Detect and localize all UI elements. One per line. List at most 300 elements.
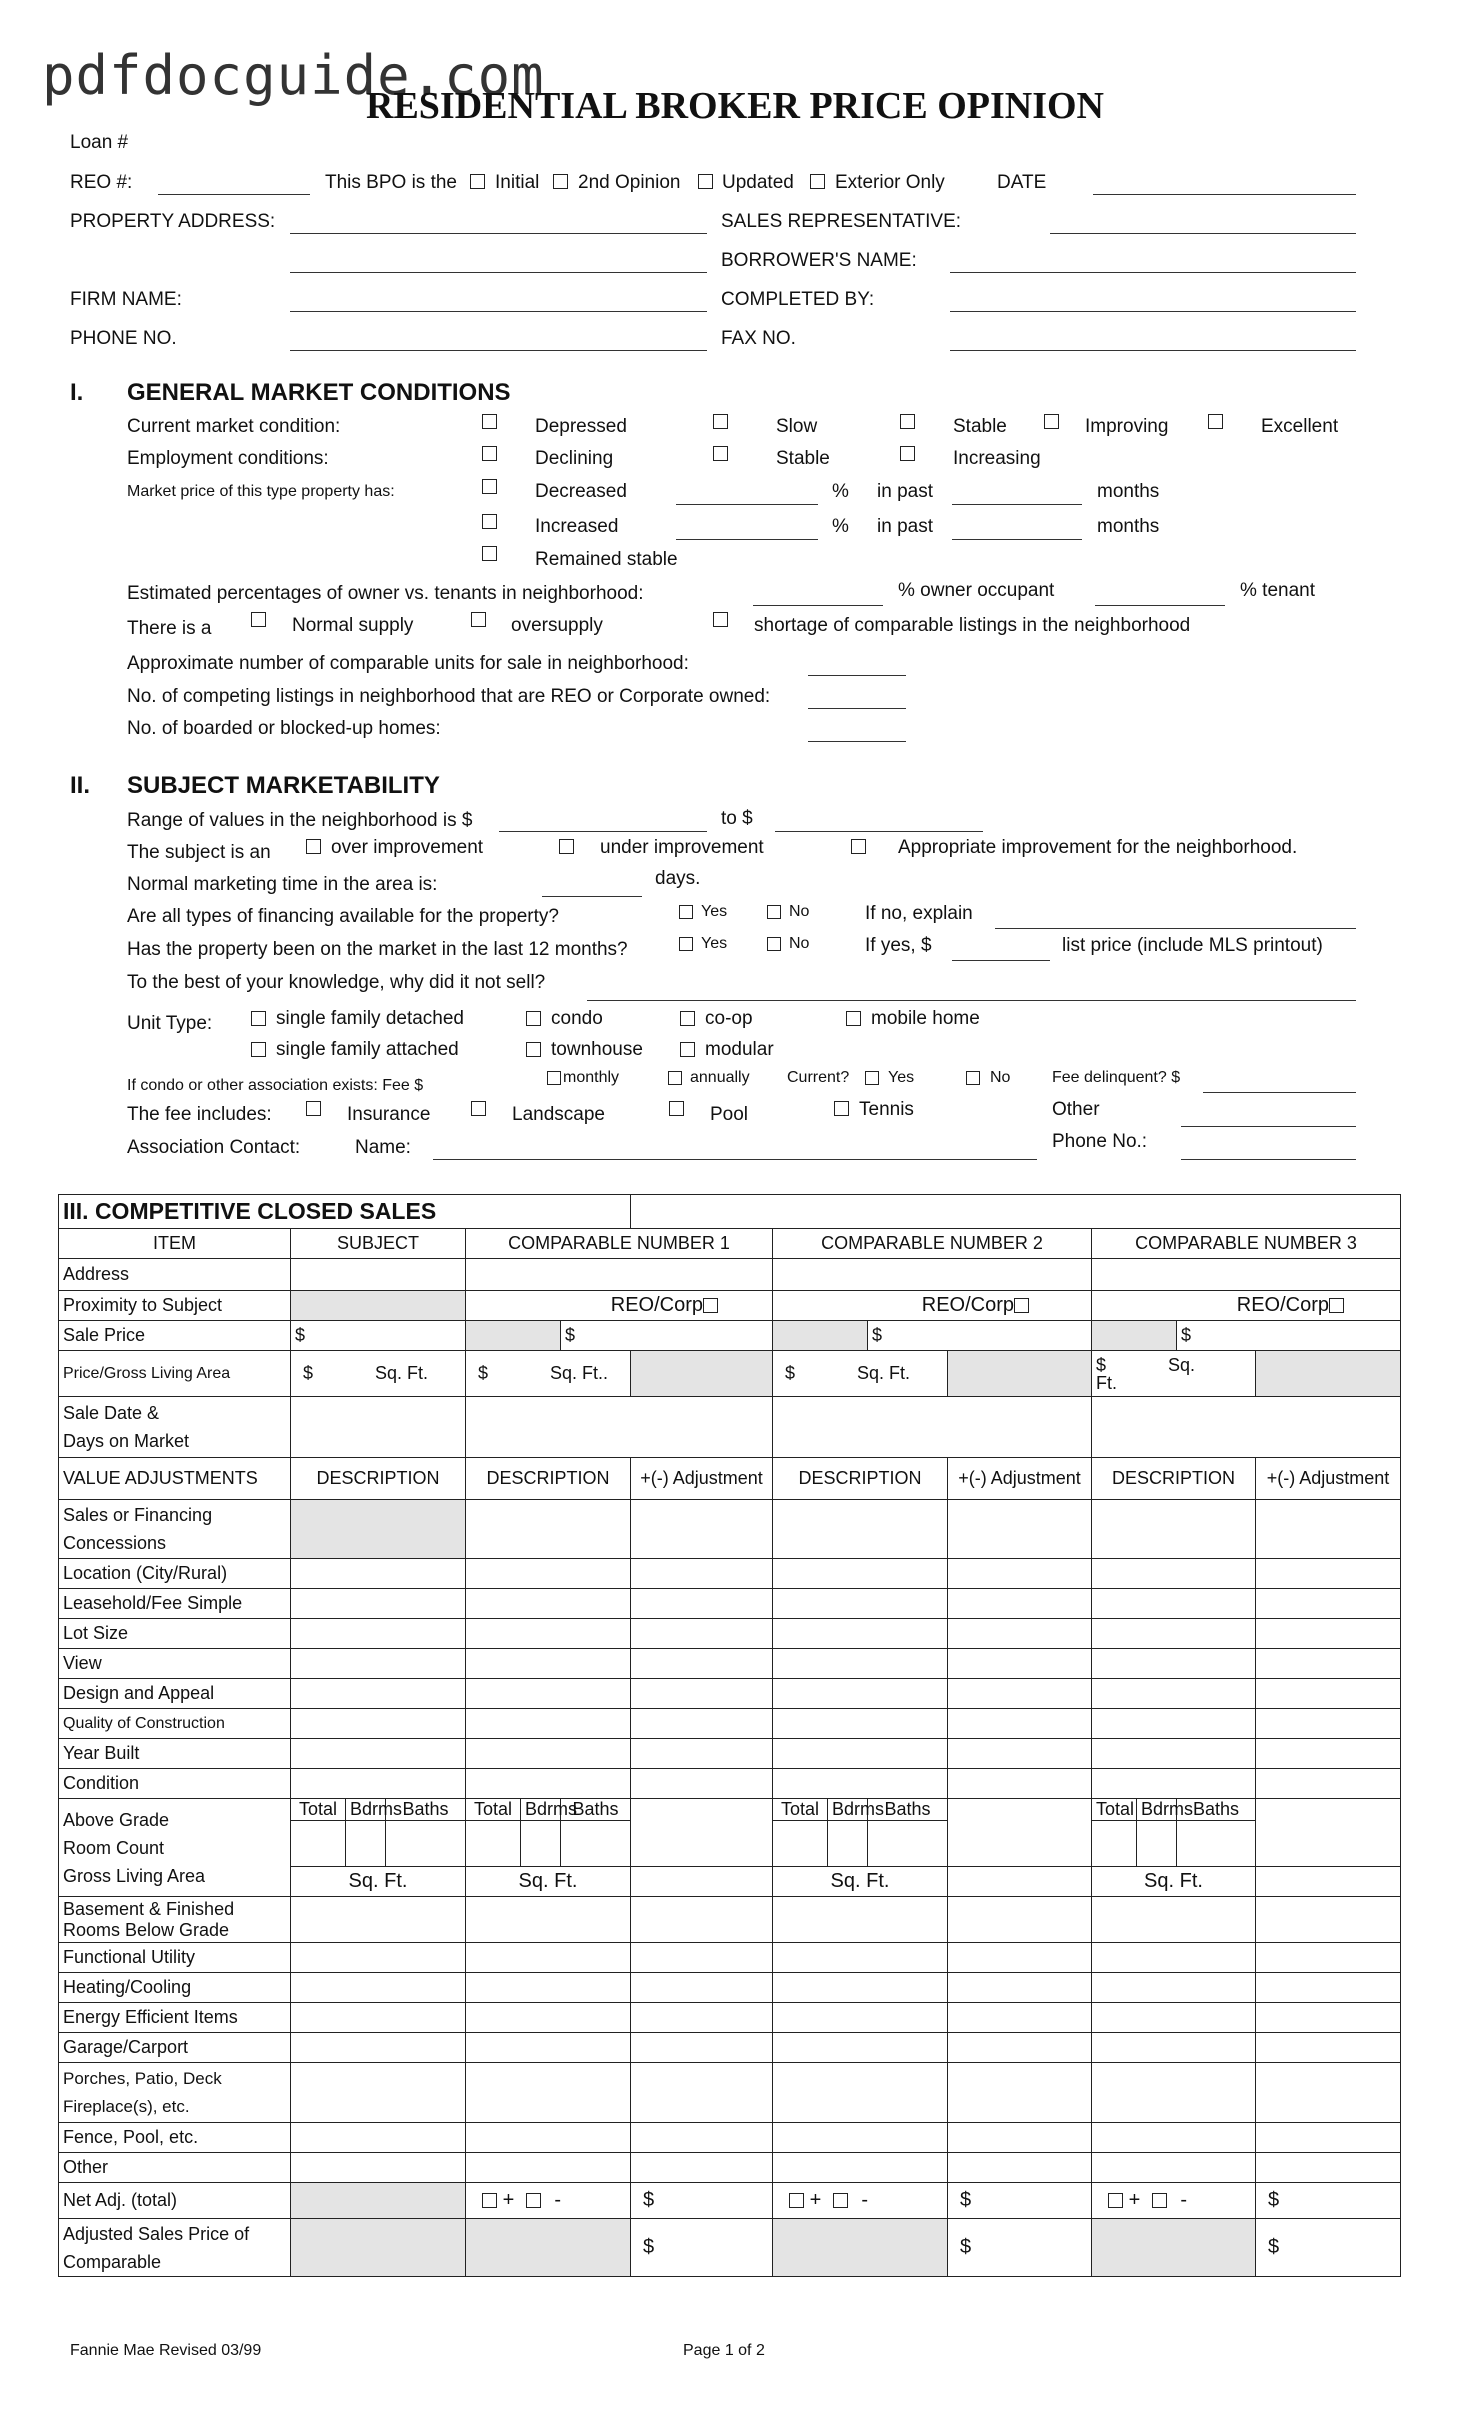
- comp3-reo-corp-label: REO/Corp: [1236, 1294, 1329, 1316]
- comp1-description-header: DESCRIPTION: [466, 1458, 631, 1500]
- range-low-field[interactable]: [499, 831, 707, 832]
- modular-checkbox[interactable]: [680, 1042, 695, 1057]
- appropriate-improvement-checkbox[interactable]: [851, 839, 866, 854]
- assoc-name-field[interactable]: [433, 1159, 1037, 1160]
- comp2-desc-cell[interactable]: [773, 1943, 948, 1973]
- subject-cell[interactable]: [291, 2063, 466, 2123]
- comp3-desc-cell[interactable]: [1092, 2123, 1256, 2153]
- comp3-room-adj[interactable]: [1256, 1799, 1401, 1867]
- subject-cell[interactable]: [291, 2003, 466, 2033]
- comp3-reo-corp-checkbox[interactable]: [1329, 1298, 1344, 1313]
- borrower-field[interactable]: [950, 272, 1356, 273]
- shortage-checkbox[interactable]: [713, 612, 728, 627]
- decreased-label: Decreased: [535, 481, 627, 502]
- comp3-gla-adj[interactable]: [1256, 1867, 1401, 1897]
- approx-units-field[interactable]: [808, 675, 906, 676]
- comp3-desc-cell[interactable]: [1092, 1559, 1256, 1589]
- comp3-desc-cell[interactable]: [1092, 1769, 1256, 1799]
- on-market-no-checkbox[interactable]: [767, 937, 781, 951]
- comp2-desc-cell[interactable]: [773, 1769, 948, 1799]
- comp3-desc-cell[interactable]: [1092, 1973, 1256, 2003]
- comp2-desc-cell[interactable]: [773, 1709, 948, 1739]
- comp3-adj-cell[interactable]: [1256, 1943, 1401, 1973]
- comp1-reo-corp-checkbox[interactable]: [703, 1298, 718, 1313]
- comp3-adj-cell[interactable]: [1256, 1619, 1401, 1649]
- current-no-checkbox[interactable]: [966, 1071, 980, 1085]
- landscape-checkbox[interactable]: [471, 1101, 486, 1116]
- comp3-price-gla-gray: [1256, 1351, 1401, 1397]
- comp2-adj-cell[interactable]: [948, 1709, 1092, 1739]
- mobile-home-checkbox[interactable]: [846, 1011, 861, 1026]
- pool-checkbox[interactable]: [669, 1101, 684, 1116]
- why-not-sell-label: To the best of your knowledge, why did it not sell?: [127, 972, 546, 993]
- comp2-adj-cell[interactable]: [948, 1619, 1092, 1649]
- comp2-desc-cell[interactable]: [773, 2063, 948, 2123]
- comp1-adjusted-value[interactable]: [631, 2219, 773, 2277]
- comp1-desc-cell[interactable]: [466, 2123, 631, 2153]
- increased-checkbox[interactable]: [482, 514, 497, 529]
- comp2-price-gla-cell[interactable]: [773, 1351, 948, 1397]
- comp1-desc-cell[interactable]: [466, 1943, 631, 1973]
- basement-text-2: Rooms Below Grade: [63, 1919, 230, 1940]
- comp3-desc-cell[interactable]: [1092, 1649, 1256, 1679]
- comp2-reo-corp-checkbox[interactable]: [1014, 1298, 1029, 1313]
- slow-label: Slow: [776, 416, 818, 437]
- comp2-adj-cell[interactable]: [948, 1739, 1092, 1769]
- current-no-label: No: [990, 1069, 1011, 1086]
- boarded-homes-field[interactable]: [808, 741, 906, 742]
- comp1-desc-cell[interactable]: [466, 2063, 631, 2123]
- porches-text: Porches, Patio, Deck: [63, 2068, 222, 2088]
- subject-dollar-sign: $: [295, 1325, 306, 1345]
- completed-by-field[interactable]: [950, 311, 1356, 312]
- comp3-adj-cell[interactable]: [1256, 2123, 1401, 2153]
- comp1-adj-cell[interactable]: [631, 1897, 773, 1943]
- comp2-adj-cell[interactable]: [948, 1589, 1092, 1619]
- subject-description-header: DESCRIPTION: [291, 1458, 466, 1500]
- assoc-phone-field[interactable]: [1181, 1159, 1356, 1160]
- comp3-desc-cell[interactable]: [1092, 1589, 1256, 1619]
- comp3-proximity-cell[interactable]: [1092, 1291, 1401, 1321]
- comp1-desc-cell[interactable]: [466, 1897, 631, 1943]
- owner-occupant-label: % owner occupant: [898, 580, 1055, 601]
- over-improvement-checkbox[interactable]: [306, 839, 321, 854]
- comp3-desc-cell[interactable]: [1092, 2153, 1256, 2183]
- subject-cell[interactable]: [291, 2153, 466, 2183]
- comp3-total-cell[interactable]: [1092, 1821, 1137, 1867]
- fax-field[interactable]: [950, 350, 1356, 351]
- comp2-total-cell[interactable]: [773, 1821, 828, 1867]
- comp3-sale-price-cell[interactable]: [1177, 1321, 1401, 1351]
- comp3-address-cell[interactable]: [1092, 1259, 1401, 1291]
- comp2-bdrms-cell[interactable]: [828, 1821, 868, 1867]
- decreased-checkbox[interactable]: [482, 479, 497, 494]
- property-address-field[interactable]: [290, 233, 707, 234]
- comp1-minus-checkbox[interactable]: [526, 2193, 541, 2208]
- subject-cell[interactable]: [291, 1649, 466, 1679]
- comp2-desc-cell[interactable]: [773, 1679, 948, 1709]
- on-market-yes-checkbox[interactable]: [679, 937, 693, 951]
- subject-cell[interactable]: [291, 1709, 466, 1739]
- decreased-months-field[interactable]: [952, 504, 1082, 505]
- comp1-bdrms-cell[interactable]: [521, 1821, 561, 1867]
- if-no-explain-field[interactable]: [995, 928, 1356, 929]
- why-not-sell-field[interactable]: [587, 1000, 1356, 1001]
- subject-cell[interactable]: [291, 1589, 466, 1619]
- remained-stable-checkbox[interactable]: [482, 546, 497, 561]
- subject-cell[interactable]: [291, 2123, 466, 2153]
- comp1-price-gla-cell[interactable]: [466, 1351, 631, 1397]
- comp2-plus-label: +: [809, 2189, 822, 2211]
- competing-listings-field[interactable]: [808, 708, 906, 709]
- townhouse-checkbox[interactable]: [526, 1042, 541, 1057]
- updated-checkbox[interactable]: [698, 174, 713, 189]
- comp1-desc-cell[interactable]: [466, 2033, 631, 2063]
- comp1-adj-cell[interactable]: [631, 1649, 773, 1679]
- comp1-proximity-cell[interactable]: [466, 1291, 773, 1321]
- comp1-sale-price-cell[interactable]: [561, 1321, 773, 1351]
- comp3-adjusted-value[interactable]: [1256, 2219, 1401, 2277]
- comp3-adj-cell[interactable]: [1256, 1973, 1401, 2003]
- comp2-gla-cell[interactable]: Sq. Ft.: [773, 1867, 948, 1897]
- sfd-checkbox[interactable]: [251, 1011, 266, 1026]
- date-field[interactable]: [1093, 194, 1356, 195]
- fee-delinquent-field[interactable]: [1203, 1092, 1356, 1093]
- comp2-adj-cell[interactable]: [948, 2123, 1092, 2153]
- annually-checkbox[interactable]: [668, 1071, 682, 1085]
- comp1-adj-cell[interactable]: [631, 2063, 773, 2123]
- section-1-title: GENERAL MARKET CONDITIONS: [127, 379, 511, 406]
- comp1-adj-cell[interactable]: [631, 1679, 773, 1709]
- comp3-adj-cell[interactable]: [1256, 1709, 1401, 1739]
- comp3-adj-cell[interactable]: [1256, 1589, 1401, 1619]
- improving-checkbox[interactable]: [1044, 414, 1059, 429]
- comp3-desc-cell[interactable]: [1092, 1709, 1256, 1739]
- property-address-label: PROPERTY ADDRESS:: [70, 211, 276, 232]
- exterior-only-checkbox[interactable]: [810, 174, 825, 189]
- subject-total-cell[interactable]: [291, 1821, 346, 1867]
- subject-cell[interactable]: [291, 1973, 466, 2003]
- section-1-number: I.: [70, 379, 84, 406]
- comp1-desc-cell[interactable]: [466, 1709, 631, 1739]
- initial-checkbox[interactable]: [470, 174, 485, 189]
- list-price-label: list price (include MLS printout): [1062, 935, 1323, 956]
- comp2-desc-cell[interactable]: [773, 1973, 948, 2003]
- subject-address-cell[interactable]: [291, 1259, 466, 1291]
- subject-cell[interactable]: [291, 1769, 466, 1799]
- comp2-sale-price-cell[interactable]: [868, 1321, 1092, 1351]
- tennis-label: Tennis: [859, 1099, 914, 1120]
- room-count-label: [59, 1799, 291, 1897]
- comp3-gla-cell[interactable]: Sq. Ft.: [1092, 1867, 1256, 1897]
- comp1-gla-sqft: Sq. Ft..: [550, 1363, 609, 1383]
- comp3-adj-cell[interactable]: [1256, 1897, 1401, 1943]
- comp2-baths-cell[interactable]: [868, 1821, 948, 1867]
- comp2-gla-dollar: $: [785, 1363, 796, 1383]
- marketing-days-field[interactable]: [542, 896, 642, 897]
- declining-label: Declining: [535, 448, 614, 469]
- subject-sale-price-cell[interactable]: [291, 1321, 466, 1351]
- comp1-desc-cell[interactable]: [466, 1739, 631, 1769]
- comp3-adj-cell[interactable]: [1256, 2063, 1401, 2123]
- phone-field[interactable]: [290, 350, 707, 351]
- firm-name-field[interactable]: [290, 311, 707, 312]
- comp2-address-cell[interactable]: [773, 1259, 1092, 1291]
- current-yes-label: Yes: [888, 1069, 915, 1086]
- subject-gla-cell[interactable]: Sq. Ft.: [291, 1867, 466, 1897]
- comp2-sale-price-gray: [773, 1321, 868, 1351]
- decreased-months-label: months: [1097, 481, 1160, 502]
- comp2-reo-corp-label: REO/Corp: [921, 1294, 1014, 1316]
- mobile-home-label: mobile home: [871, 1008, 980, 1029]
- comp1-net-adj-value[interactable]: [631, 2183, 773, 2219]
- comp1-header: COMPARABLE NUMBER 1: [466, 1229, 773, 1259]
- comp1-sales-financing-adj[interactable]: [631, 1500, 773, 1559]
- comp1-desc-cell[interactable]: [466, 1973, 631, 2003]
- comp2-sales-financing-adj[interactable]: [948, 1500, 1092, 1559]
- comp3-desc-cell[interactable]: [1092, 2063, 1256, 2123]
- comp2-adj-cell[interactable]: [948, 2003, 1092, 2033]
- subject-baths-cell[interactable]: [386, 1821, 466, 1867]
- sfa-checkbox[interactable]: [251, 1042, 266, 1057]
- unit-type-label: Unit Type:: [127, 1013, 213, 1034]
- subject-total-header: Total: [291, 1799, 346, 1821]
- comp1-baths-cell[interactable]: [561, 1821, 631, 1867]
- comp3-minus-checkbox[interactable]: [1152, 2193, 1167, 2208]
- comp1-sales-financing-desc[interactable]: [466, 1500, 631, 1559]
- subject-cell[interactable]: [291, 1559, 466, 1589]
- increasing-checkbox[interactable]: [900, 446, 915, 461]
- oversupply-checkbox[interactable]: [471, 612, 486, 627]
- condo-checkbox[interactable]: [526, 1011, 541, 1026]
- comp2-desc-cell[interactable]: [773, 1739, 948, 1769]
- comp2-minus-label: -: [861, 2189, 869, 2211]
- comp1-reo-corp-label: REO/Corp: [610, 1294, 703, 1316]
- list-price-field[interactable]: [952, 960, 1050, 961]
- comp1-adj-cell[interactable]: [631, 2123, 773, 2153]
- adjustment-row: [59, 1769, 1401, 1799]
- comp2-adj-cell[interactable]: [948, 2033, 1092, 2063]
- comp2-desc-cell[interactable]: [773, 2033, 948, 2063]
- subject-price-gla-cell[interactable]: [291, 1351, 466, 1397]
- comp2-net-adj-value[interactable]: [948, 2183, 1092, 2219]
- subject-cell[interactable]: [291, 1943, 466, 1973]
- comp1-sale-date-cell[interactable]: [466, 1397, 773, 1458]
- comp2-adj-cell[interactable]: [948, 1769, 1092, 1799]
- financing-no-checkbox[interactable]: [767, 905, 781, 919]
- subject-baths-header: Baths: [386, 1799, 466, 1821]
- comp1-plus-checkbox[interactable]: [482, 2193, 497, 2208]
- subject-sale-date-cell[interactable]: [291, 1397, 466, 1458]
- comp3-net-adj-signs[interactable]: [1092, 2183, 1256, 2219]
- comp2-desc-cell[interactable]: [773, 2003, 948, 2033]
- comp3-sales-financing-adj[interactable]: [1256, 1500, 1401, 1559]
- comp1-gla-adj[interactable]: [631, 1867, 773, 1897]
- employment-stable-checkbox[interactable]: [713, 446, 728, 461]
- comp3-baths-cell[interactable]: [1177, 1821, 1256, 1867]
- subject-cell[interactable]: [291, 1619, 466, 1649]
- normal-supply-checkbox[interactable]: [251, 612, 266, 627]
- increased-months-field[interactable]: [952, 539, 1082, 540]
- comp1-adj-cell[interactable]: [631, 1973, 773, 2003]
- subject-cell[interactable]: [291, 1739, 466, 1769]
- financing-yes-label: Yes: [701, 903, 728, 920]
- comp3-description-header: DESCRIPTION: [1092, 1458, 1256, 1500]
- comp1-adj-cell[interactable]: [631, 1709, 773, 1739]
- row-label: Energy Efficient Items: [59, 2003, 291, 2033]
- comp3-desc-cell[interactable]: [1092, 1679, 1256, 1709]
- comp3-adj-cell[interactable]: [1256, 2153, 1401, 2183]
- depressed-checkbox[interactable]: [482, 414, 497, 429]
- comp1-desc-cell[interactable]: [466, 1649, 631, 1679]
- comp1-address-cell[interactable]: [466, 1259, 773, 1291]
- row-label: Design and Appeal: [59, 1679, 291, 1709]
- tenant-field[interactable]: [1095, 605, 1225, 606]
- declining-checkbox[interactable]: [482, 446, 497, 461]
- comp3-desc-cell[interactable]: [1092, 2033, 1256, 2063]
- increased-months-label: months: [1097, 516, 1160, 537]
- comp3-sales-financing-desc[interactable]: [1092, 1500, 1256, 1559]
- comp1-adj-cell[interactable]: [631, 1769, 773, 1799]
- owner-occupant-field[interactable]: [753, 605, 883, 606]
- sales-rep-field[interactable]: [1050, 233, 1356, 234]
- comp1-desc-cell[interactable]: [466, 2003, 631, 2033]
- comp2-adj-cell[interactable]: [948, 1973, 1092, 2003]
- comp2-minus-checkbox[interactable]: [833, 2193, 848, 2208]
- row-label: Lot Size: [59, 1619, 291, 1649]
- subject-bdrms-cell[interactable]: [346, 1821, 386, 1867]
- comp1-desc-cell[interactable]: [466, 1589, 631, 1619]
- comp3-adj-cell[interactable]: [1256, 1649, 1401, 1679]
- on-market-no-label: No: [789, 935, 810, 952]
- subject-cell[interactable]: [291, 1679, 466, 1709]
- comp3-adj-cell[interactable]: [1256, 2033, 1401, 2063]
- comp1-adj-cell[interactable]: [631, 1619, 773, 1649]
- monthly-checkbox[interactable]: [547, 1071, 561, 1085]
- comp1-desc-cell[interactable]: [466, 2153, 631, 2183]
- proximity-row: [59, 1291, 1401, 1321]
- comp1-desc-cell[interactable]: [466, 1679, 631, 1709]
- comp1-adj-cell[interactable]: [631, 2033, 773, 2063]
- property-address-field-2[interactable]: [290, 272, 707, 273]
- comp2-sales-financing-desc[interactable]: [773, 1500, 948, 1559]
- comp2-adjusted-value[interactable]: [948, 2219, 1092, 2277]
- current-yes-checkbox[interactable]: [865, 1071, 879, 1085]
- comp2-desc-cell[interactable]: [773, 1559, 948, 1589]
- comp2-desc-cell[interactable]: [773, 1589, 948, 1619]
- insurance-checkbox[interactable]: [306, 1101, 321, 1116]
- range-high-field[interactable]: [775, 831, 983, 832]
- comp1-net-adj-signs[interactable]: [466, 2183, 631, 2219]
- comp3-sale-date-cell[interactable]: [1092, 1397, 1401, 1458]
- normal-marketing-label: Normal marketing time in the area is:: [127, 874, 438, 895]
- comp1-desc-cell[interactable]: [466, 1559, 631, 1589]
- comp2-baths-header: Baths: [868, 1799, 948, 1821]
- comp2-adjusted-gray: [773, 2219, 948, 2277]
- comp1-adj-cell[interactable]: [631, 1943, 773, 1973]
- excellent-checkbox[interactable]: [1208, 414, 1223, 429]
- comp3-adjusted-gray: [1092, 2219, 1256, 2277]
- comp2-desc-cell[interactable]: [773, 1649, 948, 1679]
- comp3-desc-cell[interactable]: [1092, 1619, 1256, 1649]
- increased-percent-field[interactable]: [676, 539, 818, 540]
- comp2-adj-cell[interactable]: [948, 1943, 1092, 1973]
- comp2-plus-checkbox[interactable]: [789, 2193, 804, 2208]
- comp2-adj-cell[interactable]: [948, 1649, 1092, 1679]
- comp2-proximity-cell[interactable]: [773, 1291, 1092, 1321]
- comp1-adj-cell[interactable]: [631, 1559, 773, 1589]
- comp3-desc-cell[interactable]: [1092, 2003, 1256, 2033]
- assoc-name-label: Name:: [355, 1137, 411, 1158]
- comp1-adj-cell[interactable]: [631, 2003, 773, 2033]
- comp2-net-adj-signs[interactable]: [773, 2183, 948, 2219]
- comp2-adj-cell[interactable]: [948, 1897, 1092, 1943]
- price-gla-label: Price/Gross Living Area: [59, 1351, 291, 1397]
- fee-other-field[interactable]: [1181, 1126, 1356, 1127]
- under-improvement-label: under improvement: [600, 837, 764, 858]
- comp2-desc-cell[interactable]: [773, 1897, 948, 1943]
- comp3-gla-ft: Ft.: [1096, 1372, 1117, 1393]
- decreased-percent-field[interactable]: [676, 504, 818, 505]
- comp2-adj-cell[interactable]: [948, 2153, 1092, 2183]
- comp3-adj-cell[interactable]: [1256, 2003, 1401, 2033]
- comp2-adj-cell[interactable]: [948, 1559, 1092, 1589]
- if-no-explain-label: If no, explain: [865, 903, 973, 924]
- comp1-adj-cell[interactable]: [631, 2153, 773, 2183]
- slow-checkbox[interactable]: [713, 414, 728, 429]
- comp3-adj-cell[interactable]: [1256, 1679, 1401, 1709]
- under-improvement-checkbox[interactable]: [559, 839, 574, 854]
- subject-cell[interactable]: [291, 1897, 466, 1943]
- comp3-adj-cell[interactable]: [1256, 1769, 1401, 1799]
- comp1-desc-cell[interactable]: [466, 1769, 631, 1799]
- comp1-adj-cell[interactable]: [631, 1739, 773, 1769]
- comp3-adj-cell[interactable]: [1256, 1739, 1401, 1769]
- financing-yes-checkbox[interactable]: [679, 905, 693, 919]
- comp1-total-cell[interactable]: [466, 1821, 521, 1867]
- over-improvement-label: over improvement: [331, 837, 484, 858]
- stable-checkbox[interactable]: [900, 414, 915, 429]
- comp1-room-adj[interactable]: [631, 1799, 773, 1867]
- comp2-room-adj[interactable]: [948, 1799, 1092, 1867]
- comp3-net-adj-value[interactable]: [1256, 2183, 1401, 2219]
- tennis-checkbox[interactable]: [834, 1101, 849, 1116]
- comp3-adj-cell[interactable]: [1256, 1559, 1401, 1589]
- second-opinion-checkbox[interactable]: [553, 174, 568, 189]
- comp3-price-gla-cell[interactable]: [1092, 1351, 1256, 1397]
- comp1-gla-cell[interactable]: Sq. Ft.: [466, 1867, 631, 1897]
- comp2-sale-date-cell[interactable]: [773, 1397, 1092, 1458]
- comp3-desc-cell[interactable]: [1092, 1739, 1256, 1769]
- exterior-only-label: Exterior Only: [835, 172, 945, 193]
- comp2-adj-cell[interactable]: [948, 2063, 1092, 2123]
- comp1-desc-cell[interactable]: [466, 1619, 631, 1649]
- comp3-bdrms-cell[interactable]: [1137, 1821, 1177, 1867]
- comp2-desc-cell[interactable]: [773, 2153, 948, 2183]
- comp3-desc-cell[interactable]: [1092, 1943, 1256, 1973]
- sale-price-label: Sale Price: [59, 1321, 291, 1351]
- comp2-desc-cell[interactable]: [773, 2123, 948, 2153]
- comp3-desc-cell[interactable]: [1092, 1897, 1256, 1943]
- subject-cell[interactable]: [291, 2033, 466, 2063]
- comp1-adj-cell[interactable]: [631, 1589, 773, 1619]
- reo-field[interactable]: [158, 194, 310, 195]
- comp2-gla-adj[interactable]: [948, 1867, 1092, 1897]
- coop-checkbox[interactable]: [680, 1011, 695, 1026]
- comp2-desc-cell[interactable]: [773, 1619, 948, 1649]
- comp2-adj-cell[interactable]: [948, 1679, 1092, 1709]
- comp3-plus-checkbox[interactable]: [1108, 2193, 1123, 2208]
